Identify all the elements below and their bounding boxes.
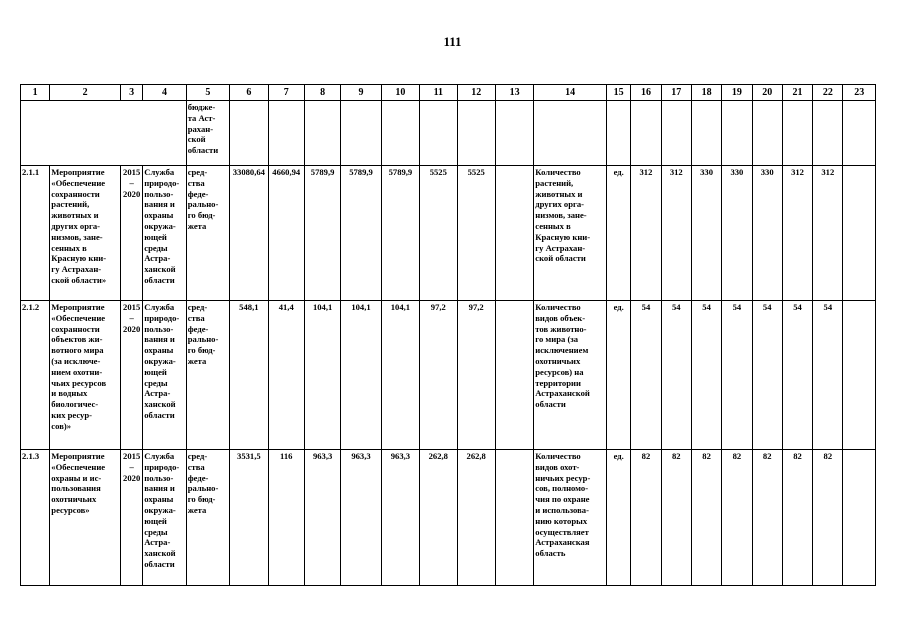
amount-cell: 33080,64 xyxy=(230,166,268,301)
measure-name: Мероприятие «Обеспечение охраны и ис- пользования охотничьих ресурсов» xyxy=(50,450,121,586)
indicator-value: 82 xyxy=(782,450,812,586)
funding-source-text: бюдже- та Аст- рахан- ской области xyxy=(187,102,219,156)
amount-cell: 3531,5 xyxy=(230,450,268,586)
funding-source-cell xyxy=(186,101,229,166)
column-header-22: 22 xyxy=(813,85,843,101)
column-header-3: 3 xyxy=(121,85,143,101)
indicator-value: 82 xyxy=(813,450,843,586)
measure-name: Мероприятие «Обеспечение сохранности растений, животных и других орга- низмов, зане- сенных в Красную кни- гу Астрахан- ской области» xyxy=(50,166,121,301)
indicator-value: 312 xyxy=(631,166,661,301)
unit-cell: ед. xyxy=(607,450,631,586)
column-header-11: 11 xyxy=(420,85,457,101)
column-header-17: 17 xyxy=(661,85,691,101)
column-header-9: 9 xyxy=(341,85,381,101)
unit-cell: ед. xyxy=(607,301,631,450)
indicator-value xyxy=(843,450,876,586)
indicator-value: 330 xyxy=(752,166,782,301)
header-row xyxy=(21,85,876,101)
amount-cell: 5789,9 xyxy=(381,166,419,301)
measure-executor: Служба природо- пользо- вания и охраны окружа- ющей среды Астра- ханской области xyxy=(143,450,186,586)
amount-cell: 104,1 xyxy=(381,301,419,450)
amount-cell: 5525 xyxy=(420,166,457,301)
empty-cell xyxy=(21,101,187,166)
page-number: 111 xyxy=(443,34,462,49)
continuation-row xyxy=(21,101,876,166)
amount-cell: 104,1 xyxy=(304,301,340,450)
funding-source: сред- ства феде- рально- го бюд- жета xyxy=(186,301,229,450)
indicator-value: 312 xyxy=(782,166,812,301)
measure-code: 2.1.1 xyxy=(21,166,50,301)
measure-period: 2015 – 2020 xyxy=(121,301,143,450)
indicator-value: 82 xyxy=(631,450,661,586)
indicator-value xyxy=(843,301,876,450)
amount-cell: 4660,94 xyxy=(268,166,304,301)
measure-period: 2015 – 2020 xyxy=(121,450,143,586)
indicator-value: 54 xyxy=(631,301,661,450)
indicator-value: 82 xyxy=(691,450,721,586)
measure-row xyxy=(21,301,876,450)
indicator-value: 54 xyxy=(691,301,721,450)
column-header-15: 15 xyxy=(607,85,631,101)
amount-cell: 116 xyxy=(268,450,304,586)
indicator-value: 330 xyxy=(722,166,752,301)
indicator-value: 82 xyxy=(661,450,691,586)
column-header-12: 12 xyxy=(457,85,495,101)
amount-cell: 104,1 xyxy=(341,301,381,450)
indicator-name: Количество растений, животных и других орга- низмов, зане- сенных в Красную кни- гу Астрахан- ской области xyxy=(534,166,607,301)
indicator-value xyxy=(843,166,876,301)
column-header-18: 18 xyxy=(691,85,721,101)
amount-cell: 97,2 xyxy=(457,301,495,450)
column-header-2: 2 xyxy=(50,85,121,101)
column-header-8: 8 xyxy=(304,85,340,101)
column-header-5: 5 xyxy=(186,85,229,101)
measure-code: 2.1.3 xyxy=(21,450,50,586)
measure-period: 2015 – 2020 xyxy=(121,166,143,301)
measure-code: 2.1.2 xyxy=(21,301,50,450)
indicator-value: 82 xyxy=(752,450,782,586)
column-header-14: 14 xyxy=(534,85,607,101)
column-header-21: 21 xyxy=(782,85,812,101)
indicator-value: 54 xyxy=(782,301,812,450)
amount-cell: 963,3 xyxy=(381,450,419,586)
unit-cell: ед. xyxy=(607,166,631,301)
funding-source: сред- ства феде- рально- го бюд- жета xyxy=(186,166,229,301)
column-header-10: 10 xyxy=(381,85,419,101)
column-header-19: 19 xyxy=(722,85,752,101)
amount-cell: 5525 xyxy=(457,166,495,301)
funding-source: сред- ства феде- рально- го бюд- жета xyxy=(186,450,229,586)
indicator-name: Количество видов объек- тов животно- го мира (за исключением охотничьих ресурсов) на территории Астраханской области xyxy=(534,301,607,450)
column-header-1: 1 xyxy=(21,85,50,101)
amount-cell: 548,1 xyxy=(230,301,268,450)
indicator-name: Количество видов охот- ничьих ресур- сов, полномо- чия по охране и использова- нию которых осуществляет Астраханская область xyxy=(534,450,607,586)
column-header-16: 16 xyxy=(631,85,661,101)
indicator-value: 82 xyxy=(722,450,752,586)
measure-row xyxy=(21,166,876,301)
column-header-6: 6 xyxy=(230,85,268,101)
measure-name: Мероприятие «Обеспечение сохранности объектов жи- вотного мира (за исключе- нием охотни- чьих ресурсов и водных биологичес- ких ресур- сов)» xyxy=(50,301,121,450)
column-header-13: 13 xyxy=(495,85,533,101)
amount-cell: 262,8 xyxy=(420,450,457,586)
column-header-4: 4 xyxy=(143,85,186,101)
measure-executor: Служба природо- пользо- вания и охраны окружа- ющей среды Астра- ханской области xyxy=(143,301,186,450)
amount-cell: 97,2 xyxy=(420,301,457,450)
indicator-value: 330 xyxy=(691,166,721,301)
column-header-7: 7 xyxy=(268,85,304,101)
amount-cell: 262,8 xyxy=(457,450,495,586)
indicator-value: 54 xyxy=(661,301,691,450)
amount-cell: 5789,9 xyxy=(304,166,340,301)
measure-row xyxy=(21,450,876,586)
indicator-value: 312 xyxy=(661,166,691,301)
amount-cell xyxy=(495,166,533,301)
column-header-20: 20 xyxy=(752,85,782,101)
amount-cell: 963,3 xyxy=(341,450,381,586)
amount-cell xyxy=(495,301,533,450)
column-header-23: 23 xyxy=(843,85,876,101)
indicator-value: 54 xyxy=(813,301,843,450)
indicator-value: 54 xyxy=(752,301,782,450)
amount-cell: 5789,9 xyxy=(341,166,381,301)
program-table xyxy=(20,84,876,586)
amount-cell: 41,4 xyxy=(268,301,304,450)
indicator-value: 54 xyxy=(722,301,752,450)
amount-cell xyxy=(495,450,533,586)
indicator-value: 312 xyxy=(813,166,843,301)
measure-executor: Служба природо- пользо- вания и охраны окружа- ющей среды Астра- ханской области xyxy=(143,166,186,301)
amount-cell: 963,3 xyxy=(304,450,340,586)
